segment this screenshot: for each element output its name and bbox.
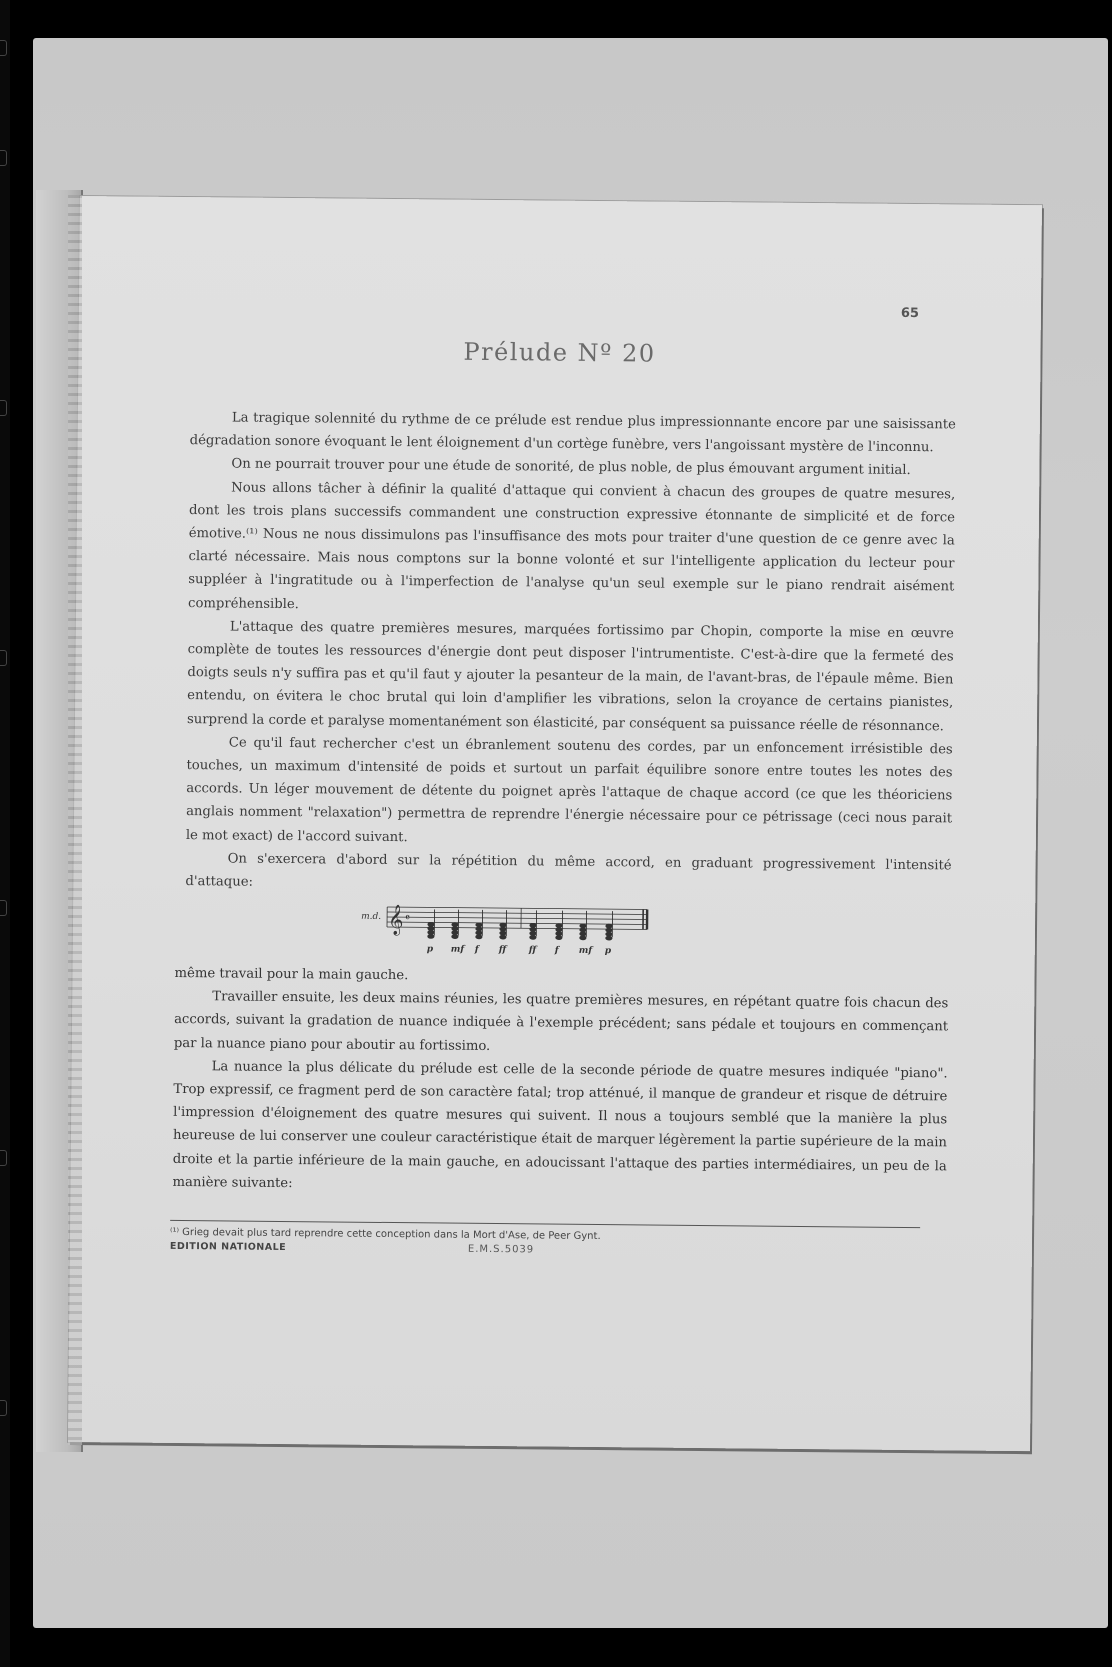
note-head	[579, 935, 586, 940]
book-page	[68, 196, 1042, 1451]
dynamics-group	[427, 944, 612, 956]
chord	[475, 910, 482, 939]
chord	[555, 911, 562, 940]
chord	[427, 909, 434, 938]
footnote: ⁽¹⁾ Grieg devait plus tard reprendre cette conception dans la Mort d'Ase, de Peer Gynt.	[170, 1226, 601, 1243]
film-perforation	[0, 650, 7, 666]
chord	[579, 911, 586, 940]
chord	[451, 910, 458, 939]
note-head	[475, 934, 482, 939]
film-perforation	[0, 1150, 7, 1166]
film-strip-left	[0, 0, 10, 1667]
dynamic-marking: f	[474, 944, 479, 955]
footnote-rule	[170, 1220, 920, 1228]
film-perforation	[0, 900, 7, 916]
chord	[529, 910, 536, 939]
body-text-lower	[172, 962, 948, 1201]
paragraph: L'attaque des quatre premières mesures, marquées fortissimo par Chopin, comporte la mise en œuvre complète de toutes les ressources d'énergie dont peut disposer l'intrumentiste. C'est-à-dire que la fermeté des doigts seuls n'y suffira pas et qu'il faut y ajouter la pesanteur de la main, de l'avant-bras, de l'épaule même. Bien entendu, on évitera le choc brutal qui loin d'amplifier les vibrations, selon la croyance de certains pianistes, surprend la corde et paralyse momentanément son élasticité, par conséquent sa puissance réelle de résonnance.	[186, 619, 954, 734]
page-title: Prélude Nº 20	[463, 337, 656, 368]
chord	[605, 911, 612, 940]
plate-number: E.M.S.5039	[467, 1243, 535, 1256]
film-perforation	[0, 400, 7, 416]
dynamic-marking: mf	[578, 945, 593, 956]
paragraph: On ne pourrait trouver pour une étude de sonorité, de plus noble, de plus émouvant argument initial.	[231, 456, 911, 479]
publisher-name: EDITION NATIONALE	[169, 1240, 287, 1254]
paragraph: Nous allons tâcher à définir la qualité d'attaque qui convient à chacun des groupes de quatre mesures, dont les trois plans successifs commandent une construction expressive étonnante de simplicité et de force émotive.⁽¹⁾ Nous ne nous dissimulons pas l'insuffisance des mots pour traiter d'une question de ce genre avec la clarté nécessaire. Mais nous comptons sur la bonne volonté et sur l'intelligente application du lecteur pour suppléer à l'ingratitude ou à l'imperfection de l'analyse qu'un seul exemple sur le piano rendrait aisément compréhensible.	[188, 480, 956, 612]
dynamic-marking: f	[554, 945, 559, 956]
film-perforation	[0, 1400, 7, 1416]
note-head	[555, 935, 562, 940]
hand-label: m.d.	[361, 911, 382, 922]
dynamic-marking: p	[604, 946, 612, 957]
binding-stitching	[68, 195, 82, 1445]
note-head	[529, 935, 536, 940]
dynamic-marking: mf	[450, 944, 465, 955]
paragraph: Ce qu'il faut rechercher c'est un ébranlement soutenu des cordes, par un enfoncement irrésistible des touches, un maximum d'intensité de poids et surtout un parfait équilibre sonore entre toutes les notes des accords. Un léger mouvement de détente du poignet après l'attaque de chaque accord (ce que les théoriciens anglais nomment "relaxation") permettra de reprendre l'énergie nécessaire pour ce pétrissage (ceci nous parait le mot exact) de l'accord suivant.	[185, 735, 953, 845]
note-head	[499, 935, 506, 940]
treble-clef: 𝄞	[387, 904, 404, 936]
page-number: 65	[900, 305, 920, 322]
note-head	[427, 934, 434, 939]
paragraph: On s'exercera d'abord sur la répétition du même accord, en graduant progressivement l'intensité d'attaque:	[185, 851, 952, 890]
body-text-upper	[185, 406, 956, 901]
note-head	[605, 936, 612, 941]
dynamic-marking: ff	[528, 945, 537, 956]
paragraph: même travail pour la main gauche.	[174, 965, 409, 984]
note-head	[451, 934, 458, 939]
film-perforation	[0, 40, 7, 56]
chord	[499, 910, 506, 939]
dynamic-marking: ff	[498, 945, 507, 956]
film-perforation	[0, 150, 7, 166]
paragraph: Travailler ensuite, les deux mains réunies, les quatre premières mesures, en répétant quatre fois chacun des accords, suivant la gradation de nuance indiquée à l'exemple précédent; sans pédale et toujours en commençant par la nuance piano pour aboutir au fortissimo.	[173, 989, 949, 1054]
paragraph: La tragique solennité du rythme de ce prélude est rendue plus impressionnante encore par une saisissante dégradation sonore évoquant le lent éloignement d'un cortège funèbre, vers l'angoissant mystère de l'inconnu.	[189, 410, 956, 456]
dynamic-marking: p	[426, 944, 434, 955]
paragraph: La nuance la plus délicate du prélude est celle de la seconde période de quatre mesures indiquée "piano". Trop expressif, ce fragment perd de son caractère fatal; trop atténué, il manque de grandeur et risque de détruire l'impression d'éloignement des quatre mesures qui suivent. Il nous a toujours semblé que la manière la plus heureuse de lui conserver une couleur caractéristique était de marquer légèrement la partie supérieure de la main droite et la partie inférieure de la main gauche, en adoucissant l'attaque des parties intermédiaires, un peu de la manière suivante:	[172, 1059, 948, 1191]
time-signature: 𝄴	[405, 911, 411, 925]
music-example	[361, 897, 652, 958]
